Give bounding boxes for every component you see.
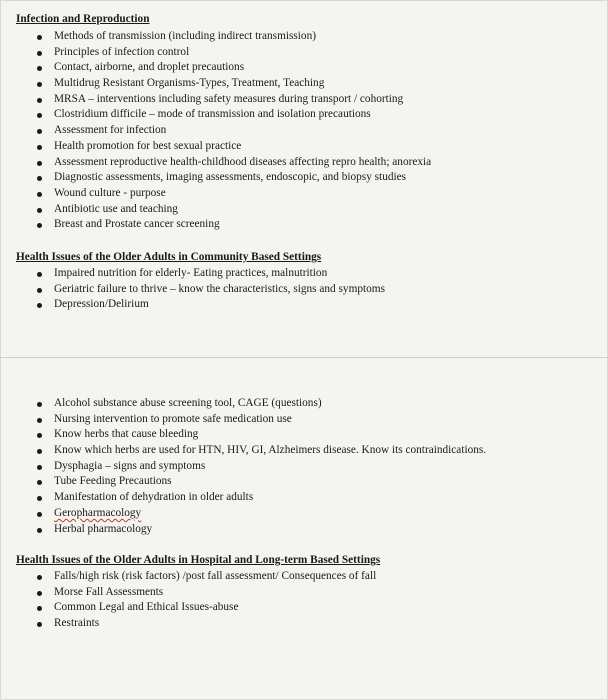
list-item: Wound culture - purpose xyxy=(0,186,608,202)
list-item: Restraints xyxy=(0,616,608,632)
page-divider xyxy=(0,357,608,358)
medication-list xyxy=(0,396,608,537)
spellcheck-word: Geropharmacology xyxy=(54,506,142,519)
list-item: Know herbs that cause bleeding xyxy=(0,427,608,443)
list-item xyxy=(0,506,608,522)
hospital-list xyxy=(0,569,608,632)
list-item: Alcohol substance abuse screening tool, CAGE (questions) xyxy=(0,396,608,412)
list-item: Assessment for infection xyxy=(0,123,608,139)
list-item: Manifestation of dehydration in older adults xyxy=(0,490,608,506)
list-item: Methods of transmission (including indirect transmission) xyxy=(0,29,608,45)
list-item: Nursing intervention to promote safe medication use xyxy=(0,412,608,428)
infection-list xyxy=(0,29,608,233)
list-item: Herbal pharmacology xyxy=(0,522,608,538)
list-item: Impaired nutrition for elderly- Eating practices, malnutrition xyxy=(0,266,608,282)
list-item: MRSA – interventions including safety measures during transport / cohorting xyxy=(0,92,608,108)
list-item: Antibiotic use and teaching xyxy=(0,202,608,218)
list-item: Common Legal and Ethical Issues-abuse xyxy=(0,600,608,616)
section-heading-hospital: Health Issues of the Older Adults in Hospital and Long-term Based Settings xyxy=(16,554,381,566)
list-item: Geriatric failure to thrive – know the characteristics, signs and symptoms xyxy=(0,282,608,298)
list-item: Tube Feeding Precautions xyxy=(0,474,608,490)
list-item: Falls/high risk (risk factors) /post fall assessment/ Consequences of fall xyxy=(0,569,608,585)
list-item: Know which herbs are used for HTN, HIV, GI, Alzheimers disease. Know its contraindications. xyxy=(0,443,608,459)
list-item: Health promotion for best sexual practice xyxy=(0,139,608,155)
list-item: Dysphagia – signs and symptoms xyxy=(0,459,608,475)
section-heading-infection: Infection and Reproduction xyxy=(16,13,150,25)
list-item: Multidrug Resistant Organisms-Types, Treatment, Teaching xyxy=(0,76,608,92)
list-item: Diagnostic assessments, imaging assessments, endoscopic, and biopsy studies xyxy=(0,170,608,186)
list-item: Depression/Delirium xyxy=(0,297,608,313)
community-list xyxy=(0,266,608,313)
list-item: Principles of infection control xyxy=(0,45,608,61)
section-heading-community: Health Issues of the Older Adults in Community Based Settings xyxy=(16,251,322,263)
list-item: Morse Fall Assessments xyxy=(0,585,608,601)
list-item: Breast and Prostate cancer screening xyxy=(0,217,608,233)
list-item: Assessment reproductive health-childhood diseases affecting repro health; anorexia xyxy=(0,155,608,171)
list-item: Clostridium difficile – mode of transmission and isolation precautions xyxy=(0,107,608,123)
list-item: Contact, airborne, and droplet precautions xyxy=(0,60,608,76)
